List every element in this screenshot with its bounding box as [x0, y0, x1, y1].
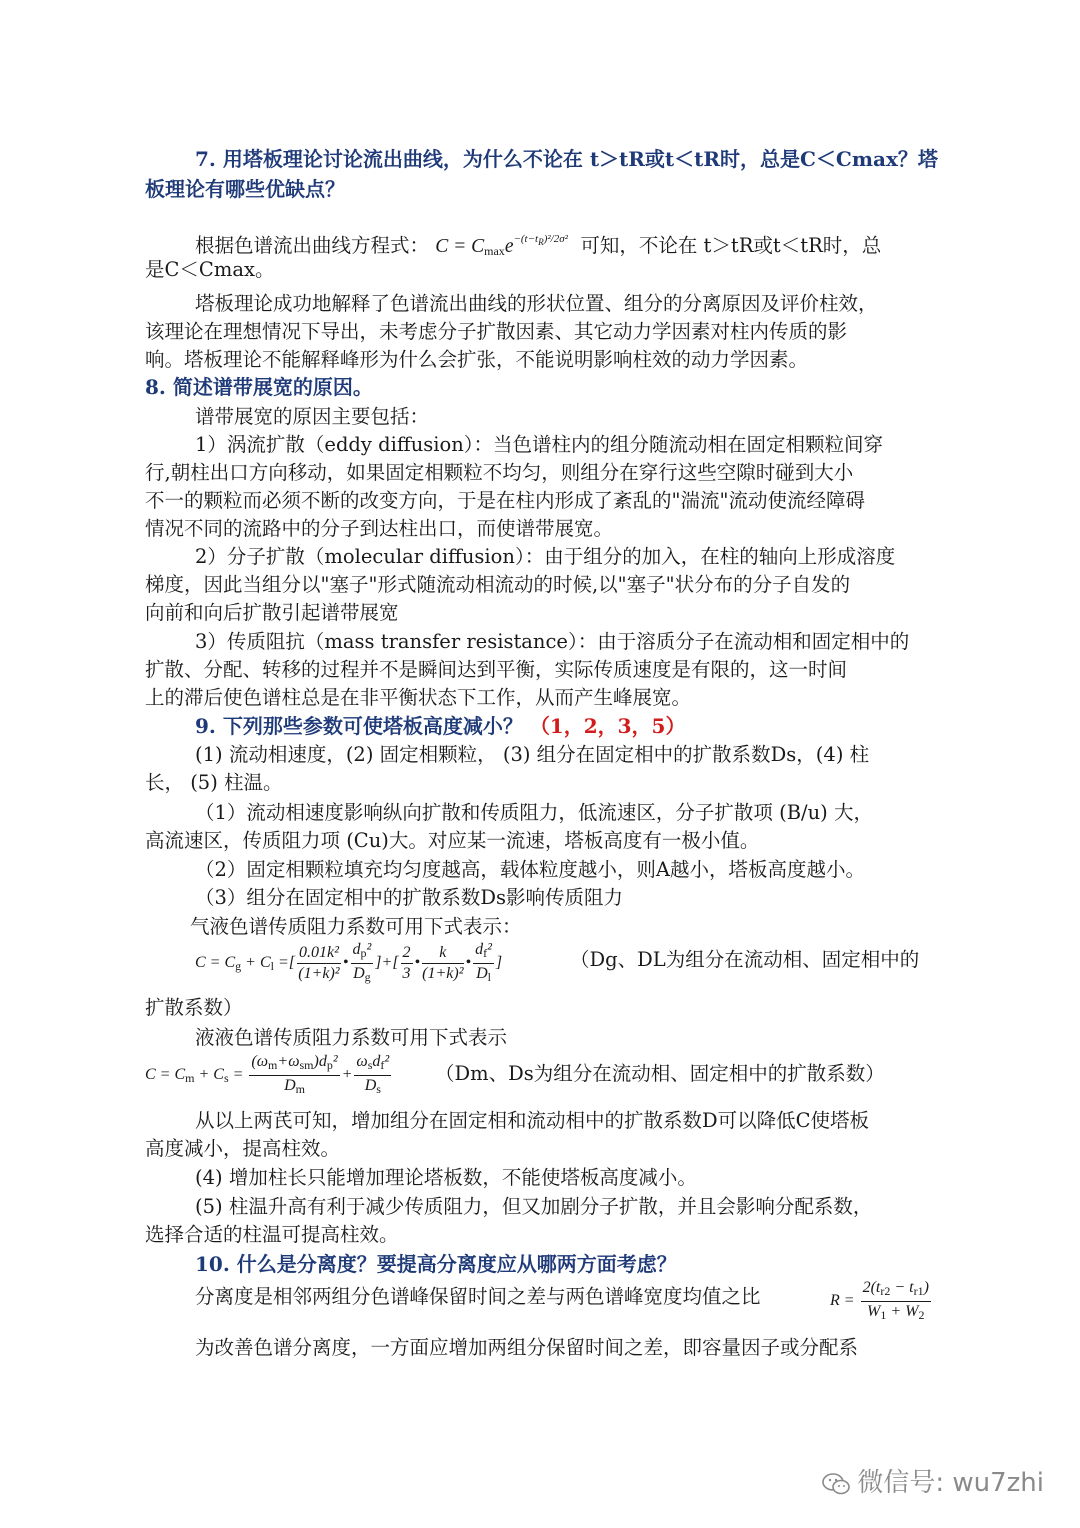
- q10-line: 分离度是相邻两组分色谱峰保留时间之差与两色谱峰宽度均值之比: [195, 1285, 761, 1308]
- q9-line: 气液色谱传质阻力系数可用下式表示：: [190, 915, 522, 938]
- q9-line: (4) 增加柱长只能增加理论塔板数，不能使塔板高度减小。: [195, 1166, 697, 1189]
- resolution-formula: R = $\frac{2(t_{r2} - t_{r1})}{W_1 + W_2}$: [830, 1279, 929, 1322]
- q8-line: 1）涡流扩散（eddy diffusion）：当色谱柱内的组分随流动相在固定相颗粒间穿: [195, 433, 884, 456]
- q7-para1-line2: 是C＜Cmax。: [145, 258, 275, 281]
- q9-line: 选择合适的柱温可提高柱效。: [145, 1223, 399, 1246]
- wechat-icon: [821, 1471, 851, 1497]
- q8-line: 上的滞后使色谱柱总是在非平衡状态下工作，从而产生峰展宽。: [145, 686, 692, 709]
- q8-line: 扩散、分配、转移的过程并不是瞬间达到平衡，实际传质速度是有限的，这一时间: [145, 658, 848, 681]
- q7-para2-line2: 该理论在理想情况下导出，未考虑分子扩散因素、其它动力学因素对柱内传质的影: [145, 320, 848, 343]
- q8-line: 3）传质阻抗（mass transfer resistance）：由于溶质分子在流动相和固定相中的: [195, 630, 910, 653]
- q9-line: （3）组分在固定相中的扩散系数Ds影响传质阻力: [195, 886, 624, 909]
- q7-title-line2: 板理论有哪些优缺点？: [145, 177, 345, 201]
- q9-title: 9. 下列那些参数可使塔板高度减小？ （1，2，3，5）: [195, 714, 686, 738]
- q9-answer: （1，2，3，5）: [529, 714, 686, 738]
- q10-title: 10. 什么是分离度？要提高分离度应从哪两方面考虑？: [195, 1252, 677, 1276]
- q9-line: 长， (5) 柱温。: [145, 771, 283, 794]
- gas-liquid-formula: $C = C_g + C_l$ =[ $\frac{\text{0.01k²}}{\text{(1+k)²}}$ • $\frac{d_p^2}{D_g}$ ]+[ $\frac{2}{3}$ • $\frac{k}{\text{(1+k)²}}$ • $\frac{d_f^2}{D_l}$ ]: [195, 941, 503, 984]
- q7-para2-line3: 响。塔板理论不能解释峰形为什么会扩张，不能说明影响柱效的动力学因素。: [145, 348, 809, 371]
- q9-formula2-note: （Dm、Ds为组分在流动相、固定相中的扩散系数）: [435, 1062, 885, 1085]
- q9-line: 高度减小，提高柱效。: [145, 1137, 341, 1160]
- q9-line: 高流速区，传质阻力项 (Cu)大。对应某一流速，塔板高度有一极小值。: [145, 829, 760, 852]
- q10-line: 为改善色谱分离度，一方面应增加两组分保留时间之差，即容量因子或分配系: [195, 1336, 859, 1359]
- q8-line: 2）分子扩散（molecular diffusion）：由于组分的加入，在柱的轴向上形成溶度: [195, 545, 896, 568]
- wechat-watermark: 微信号: wu7zhi: [821, 1462, 1044, 1499]
- q8-intro: 谱带展宽的原因主要包括：: [195, 405, 430, 428]
- q7-para2-line1: 塔板理论成功地解释了色谱流出曲线的形状位置、组分的分离原因及评价柱效，: [195, 292, 878, 315]
- q8-line: 梯度，因此当组分以"塞子"形式随流动相流动的时候,以"塞子"状分布的分子自发的: [145, 573, 851, 596]
- q8-line: 行,朝柱出口方向移动，如果固定相颗粒不均匀，则组分在穿行这些空隙时碰到大小: [145, 461, 854, 484]
- q8-line: 向前和向后扩散引起谱带展宽: [145, 601, 399, 624]
- q9-line: 扩散系数）: [145, 996, 243, 1019]
- q8-line: 情况不同的流路中的分子到达柱出口，而使谱带展宽。: [145, 517, 614, 540]
- q9-line: （1）流动相速度影响纵向扩散和传质阻力，低流速区，分子扩散项 (B/u) 大，: [195, 801, 873, 824]
- q9-line: (1) 流动相速度，(2) 固定相颗粒， (3) 组分在固定相中的扩散系数Ds，(4) 柱: [195, 743, 870, 766]
- liquid-liquid-formula: $C = C_m + C_s$ = $\frac{(\omega_m+\omega_{sm})d_p^2}{D_m}$ + $\frac{\omega_sd_f^2}{D_s}$: [145, 1053, 390, 1096]
- q9-line: (5) 柱温升高有利于减少传质阻力，但又加剧分子扩散，并且会影响分配系数，: [195, 1195, 873, 1218]
- q9-line: 从以上两芪可知，增加组分在固定相和流动相中的扩散系数D可以降低C使塔板: [195, 1109, 870, 1132]
- q9-line: （2）固定相颗粒填充均匀度越高，载体粒度越小，则A越小，塔板高度越小。: [195, 858, 865, 881]
- q7-para1-line1: 根据色谱流出曲线方程式： $C = C_{max}e^{-(t-t_R)^2/2\sigma^2}$ 可知，不论在 t＞tR或t＜tR时，总: [195, 225, 940, 265]
- q7-title-line1: 7. 用塔板理论讨论流出曲线，为什么不论在 t＞tR或t＜tR时，总是C＜Cmax？塔: [195, 147, 938, 171]
- q9-line: 液液色谱传质阻力系数可用下式表示: [195, 1026, 508, 1049]
- outflow-curve-equation: $C = C_{max}e^{-(t-t_R)^2/2\sigma^2}$: [435, 233, 568, 258]
- q8-line: 不一的颗粒而必须不断的改变方向，于是在柱内形成了紊乱的"湍流"流动使流经障碍: [145, 489, 865, 512]
- q9-formula1-note: （Dg、DL为组分在流动相、固定相中的: [570, 948, 920, 971]
- q8-title: 8. 简述谱带展宽的原因。: [145, 375, 373, 399]
